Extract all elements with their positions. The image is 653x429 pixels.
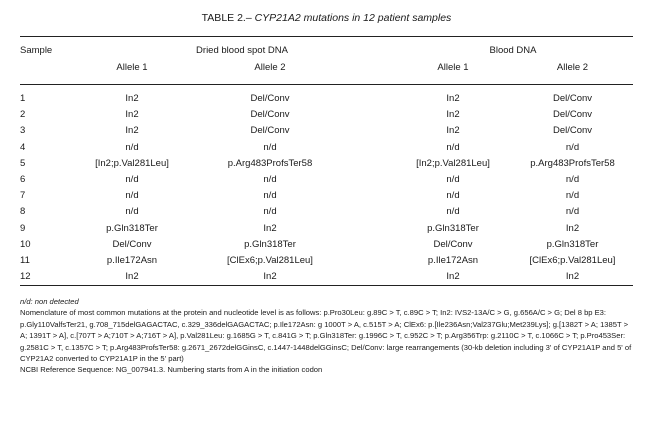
blood-allele1-cell: In2 bbox=[446, 93, 460, 104]
blood-allele1-header: Allele 1 bbox=[437, 62, 469, 73]
blood-allele2-cell: [ClEx6;p.Val281Leu] bbox=[529, 254, 616, 266]
blood-allele2-cell: Del/Conv bbox=[552, 93, 593, 104]
table-row bbox=[0, 125, 653, 141]
blood-allele2-cell: p.Gln318Ter bbox=[546, 238, 599, 250]
blood-allele1-cell: n/d bbox=[446, 190, 460, 202]
dbs-allele2-cell: n/d bbox=[263, 206, 277, 218]
table-row bbox=[0, 109, 653, 125]
dbs-allele1-cell: In2 bbox=[125, 109, 139, 121]
blood-allele2-cell: n/d bbox=[565, 190, 580, 202]
footnote-nomenclature: Nomenclature of most common mutations at the protein and nucleotide level is as follows: p.Pro30Leu: g.89C > T, c.89C > T; In2: IVS2-13A/C > G, g.656A/C > G; Del 8 bp E3: p.Gly110ValfsTer21, g.708_715delGAGACTAC, c.329_336delGAGACTAC; p.Ile172Asn: g 1000T > A, c.515T > A; ClEx6: p.[Ile236Asn;Val237Glu;Met239Lys]; g.[1382T > A; 1385T > A; 1391T > A], c.[707T > A;710T > A;716T > A], p.Val281Leu: g.1685G > T, c.841G > T; p.Gln318Ter: g.1996C > T, c.952C > T; p.Arg356Trp: g.2110C > T, c.1066C > T; p.Pro453Ser: g.2581C > T, c.1357C > T; p.Arg483ProfsTer58: g.2671_2672delGGinsC, c.1447-1448delGGinsC; Del/Conv: large rearrangements (30-kb deletion including 3' of CYP21A1P and 5' of CYP21A2 converted to CYP21A1P in the 5' part) bbox=[20, 308, 632, 364]
sample-cell: 8 bbox=[20, 206, 26, 218]
dbs-allele1-cell: In2 bbox=[125, 271, 139, 283]
dried-blood-spot-header: Dried blood spot DNA bbox=[196, 45, 288, 56]
table-row bbox=[0, 93, 653, 109]
blood-allele2-cell: p.Arg483ProfsTer58 bbox=[530, 157, 615, 169]
table-row bbox=[0, 190, 653, 206]
table-row bbox=[0, 255, 653, 271]
dbs-allele2-cell: p.Arg483ProfsTer58 bbox=[227, 157, 313, 169]
dbs-allele1-cell: n/d bbox=[125, 173, 139, 185]
dbs-allele1-cell: n/d bbox=[125, 141, 139, 153]
sample-cell: 12 bbox=[20, 271, 31, 283]
sample-cell: 11 bbox=[20, 254, 30, 266]
blood-allele2-cell: n/d bbox=[565, 206, 580, 218]
dbs-allele2-cell: In2 bbox=[263, 222, 277, 234]
sample-cell: 3 bbox=[20, 125, 26, 137]
dbs-allele2-cell: n/d bbox=[263, 173, 277, 185]
dbs-allele2-cell: n/d bbox=[263, 141, 277, 153]
dbs-allele1-cell: p.Gln318Ter bbox=[106, 222, 158, 234]
dbs-allele1-cell: n/d bbox=[125, 190, 139, 202]
blood-allele1-cell: In2 bbox=[446, 109, 460, 121]
blood-allele1-cell: In2 bbox=[446, 125, 460, 137]
sample-cell: 10 bbox=[20, 238, 31, 250]
sample-cell: 9 bbox=[20, 222, 26, 234]
table-row bbox=[0, 206, 653, 222]
blood-allele1-cell: n/d bbox=[446, 173, 460, 185]
blood-dna-header: Blood DNA bbox=[489, 45, 537, 56]
blood-allele2-cell: In2 bbox=[565, 222, 580, 234]
blood-allele1-cell: Del/Conv bbox=[433, 238, 473, 250]
title-prefix: TABLE 2.– bbox=[201, 12, 255, 24]
dbs-allele1-cell: Del/Conv bbox=[112, 238, 152, 250]
dbs-allele2-cell: n/d bbox=[263, 190, 277, 202]
blood-allele1-cell: n/d bbox=[446, 206, 460, 218]
dbs-allele2-cell: [ClEx6;p.Val281Leu] bbox=[227, 254, 313, 266]
dbs-allele1-header: Allele 1 bbox=[116, 62, 148, 73]
blood-allele2-cell: Del/Conv bbox=[552, 109, 593, 121]
dbs-allele2-header: Allele 2 bbox=[254, 62, 286, 73]
blood-allele1-cell: p.Gln318Ter bbox=[427, 222, 479, 234]
dbs-allele1-cell: p.Ile172Asn bbox=[106, 254, 158, 266]
blood-allele2-cell: Del/Conv bbox=[552, 125, 593, 137]
footnote-nd: n/d: non detected bbox=[20, 297, 79, 306]
dbs-allele1-cell: In2 bbox=[125, 93, 139, 104]
dbs-allele2-cell: Del/Conv bbox=[250, 93, 290, 104]
blood-allele1-cell: n/d bbox=[446, 141, 460, 153]
blood-allele2-cell: n/d bbox=[565, 173, 580, 185]
table-row bbox=[0, 158, 653, 174]
dbs-allele1-cell: In2 bbox=[125, 125, 139, 137]
table-body bbox=[0, 93, 653, 287]
table-footnotes bbox=[20, 296, 635, 376]
table-row bbox=[0, 223, 653, 239]
table-row bbox=[0, 239, 653, 255]
sample-cell: 4 bbox=[20, 141, 26, 153]
table-row bbox=[0, 142, 653, 158]
sample-cell: 2 bbox=[20, 109, 26, 121]
blood-allele1-cell: In2 bbox=[446, 271, 460, 283]
blood-allele2-cell: In2 bbox=[565, 271, 580, 283]
header-rule bbox=[20, 84, 633, 85]
sample-cell: 6 bbox=[20, 173, 26, 185]
footnote-reference: NCBI Reference Sequence: NG_007941.3. Numbering starts from A in the initiation codon bbox=[20, 365, 323, 375]
dbs-allele1-cell: n/d bbox=[125, 206, 139, 218]
dbs-allele2-cell: Del/Conv bbox=[250, 125, 290, 137]
blood-allele2-header: Allele 2 bbox=[556, 62, 589, 73]
dbs-allele2-cell: p.Gln318Ter bbox=[244, 238, 296, 250]
dbs-allele2-cell: Del/Conv bbox=[250, 109, 290, 121]
bottom-rule bbox=[20, 285, 633, 286]
table-row bbox=[0, 174, 653, 190]
blood-allele1-cell: [In2;p.Val281Leu] bbox=[416, 157, 490, 169]
blood-allele1-cell: p.Ile172Asn bbox=[427, 254, 479, 266]
dbs-allele2-cell: In2 bbox=[263, 271, 277, 283]
table-title bbox=[0, 12, 653, 24]
top-rule bbox=[20, 36, 633, 37]
sample-header: Sample bbox=[20, 45, 53, 56]
blood-allele2-cell: n/d bbox=[565, 141, 580, 153]
title-rest: mutations in 12 patient samples bbox=[300, 12, 452, 24]
dbs-allele1-cell: [In2;p.Val281Leu] bbox=[95, 157, 169, 169]
sample-cell: 5 bbox=[20, 157, 26, 169]
sample-cell: 7 bbox=[20, 190, 26, 202]
title-gene: CYP21A2 bbox=[254, 12, 301, 24]
sample-cell: 1 bbox=[20, 93, 26, 104]
